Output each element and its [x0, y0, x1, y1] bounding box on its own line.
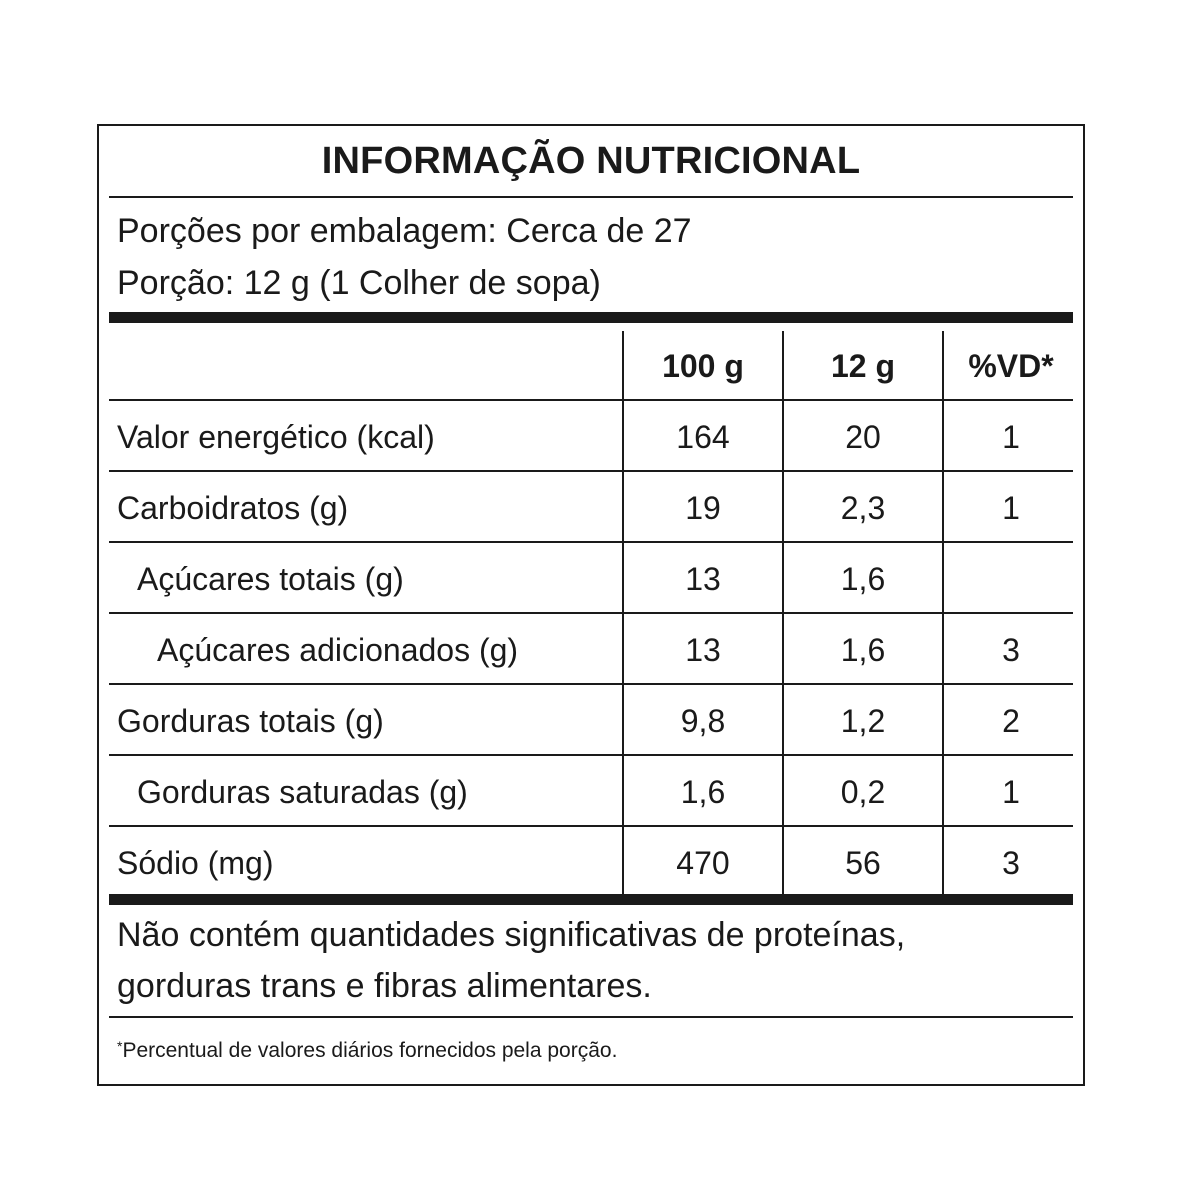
value-100g: 1,6 [680, 774, 726, 810]
value-serving: 2,3 [840, 490, 886, 526]
table-row [109, 402, 1073, 472]
value-daily [943, 544, 1079, 614]
value-serving: 1,2 [840, 703, 886, 739]
row-divider [109, 470, 1073, 472]
row-divider [109, 683, 1073, 685]
column-header-serving: 12 g [830, 348, 896, 384]
table-header-row [109, 331, 1073, 401]
row-divider [109, 541, 1073, 543]
nutrient-name: Açúcares adicionados (g) [157, 632, 519, 668]
value-daily: 1 [1002, 490, 1020, 526]
column-header-100g: 100 g [662, 348, 744, 384]
table-row [109, 757, 1073, 827]
footnote-mark: * [117, 1038, 123, 1054]
note-line-1: Não contém quantidades significativas de proteínas, [117, 916, 906, 954]
row-divider [109, 612, 1073, 614]
table-row [109, 828, 1073, 898]
table-row [109, 686, 1073, 756]
value-serving: 1,6 [840, 561, 886, 597]
value-100g: 13 [685, 561, 721, 597]
value-serving: 20 [845, 419, 881, 455]
nutrient-name: Carboidratos (g) [117, 490, 349, 526]
table-row [109, 615, 1073, 685]
value-serving: 1,6 [840, 632, 886, 668]
servings-per-package: Porções por embalagem: Cerca de 27 [117, 212, 692, 250]
value-daily: 2 [1002, 703, 1020, 739]
value-100g: 19 [685, 490, 721, 526]
row-divider [109, 754, 1073, 756]
divider [109, 1016, 1073, 1018]
value-daily: 3 [1002, 632, 1020, 668]
nutrient-table [109, 331, 1073, 896]
row-divider [109, 825, 1073, 827]
label-inner [109, 126, 1073, 1084]
table-row [109, 473, 1073, 543]
thick-divider [109, 312, 1073, 323]
footnote-text: Percentual de valores diários fornecidos pela porção. [122, 1039, 618, 1062]
label-title: INFORMAÇÃO NUTRICIONAL [321, 140, 861, 182]
value-100g: 13 [685, 632, 721, 668]
value-daily: 1 [1002, 419, 1020, 455]
value-serving: 56 [845, 845, 881, 881]
nutrient-name: Sódio (mg) [117, 845, 274, 881]
table-row [109, 544, 1073, 614]
note-line-2: gorduras trans e fibras alimentares. [117, 967, 652, 1005]
value-daily: 3 [1002, 845, 1020, 881]
thick-divider [109, 894, 1073, 905]
nutrient-name: Valor energético (kcal) [117, 419, 435, 455]
value-serving: 0,2 [840, 774, 886, 810]
column-header-daily-value: %VD* [968, 348, 1054, 384]
nutrient-name: Açúcares totais (g) [137, 561, 404, 597]
row-divider [109, 399, 1073, 401]
nutrient-name: Gorduras totais (g) [117, 703, 384, 739]
serving-size: Porção: 12 g (1 Colher de sopa) [117, 264, 601, 302]
nutrition-facts-label [97, 124, 1085, 1086]
value-daily: 1 [1002, 774, 1020, 810]
value-100g: 164 [676, 419, 730, 455]
nutrient-name: Gorduras saturadas (g) [137, 774, 468, 810]
divider [109, 196, 1073, 198]
value-100g: 9,8 [680, 703, 726, 739]
value-100g: 470 [676, 845, 730, 881]
footnote [117, 1038, 617, 1063]
